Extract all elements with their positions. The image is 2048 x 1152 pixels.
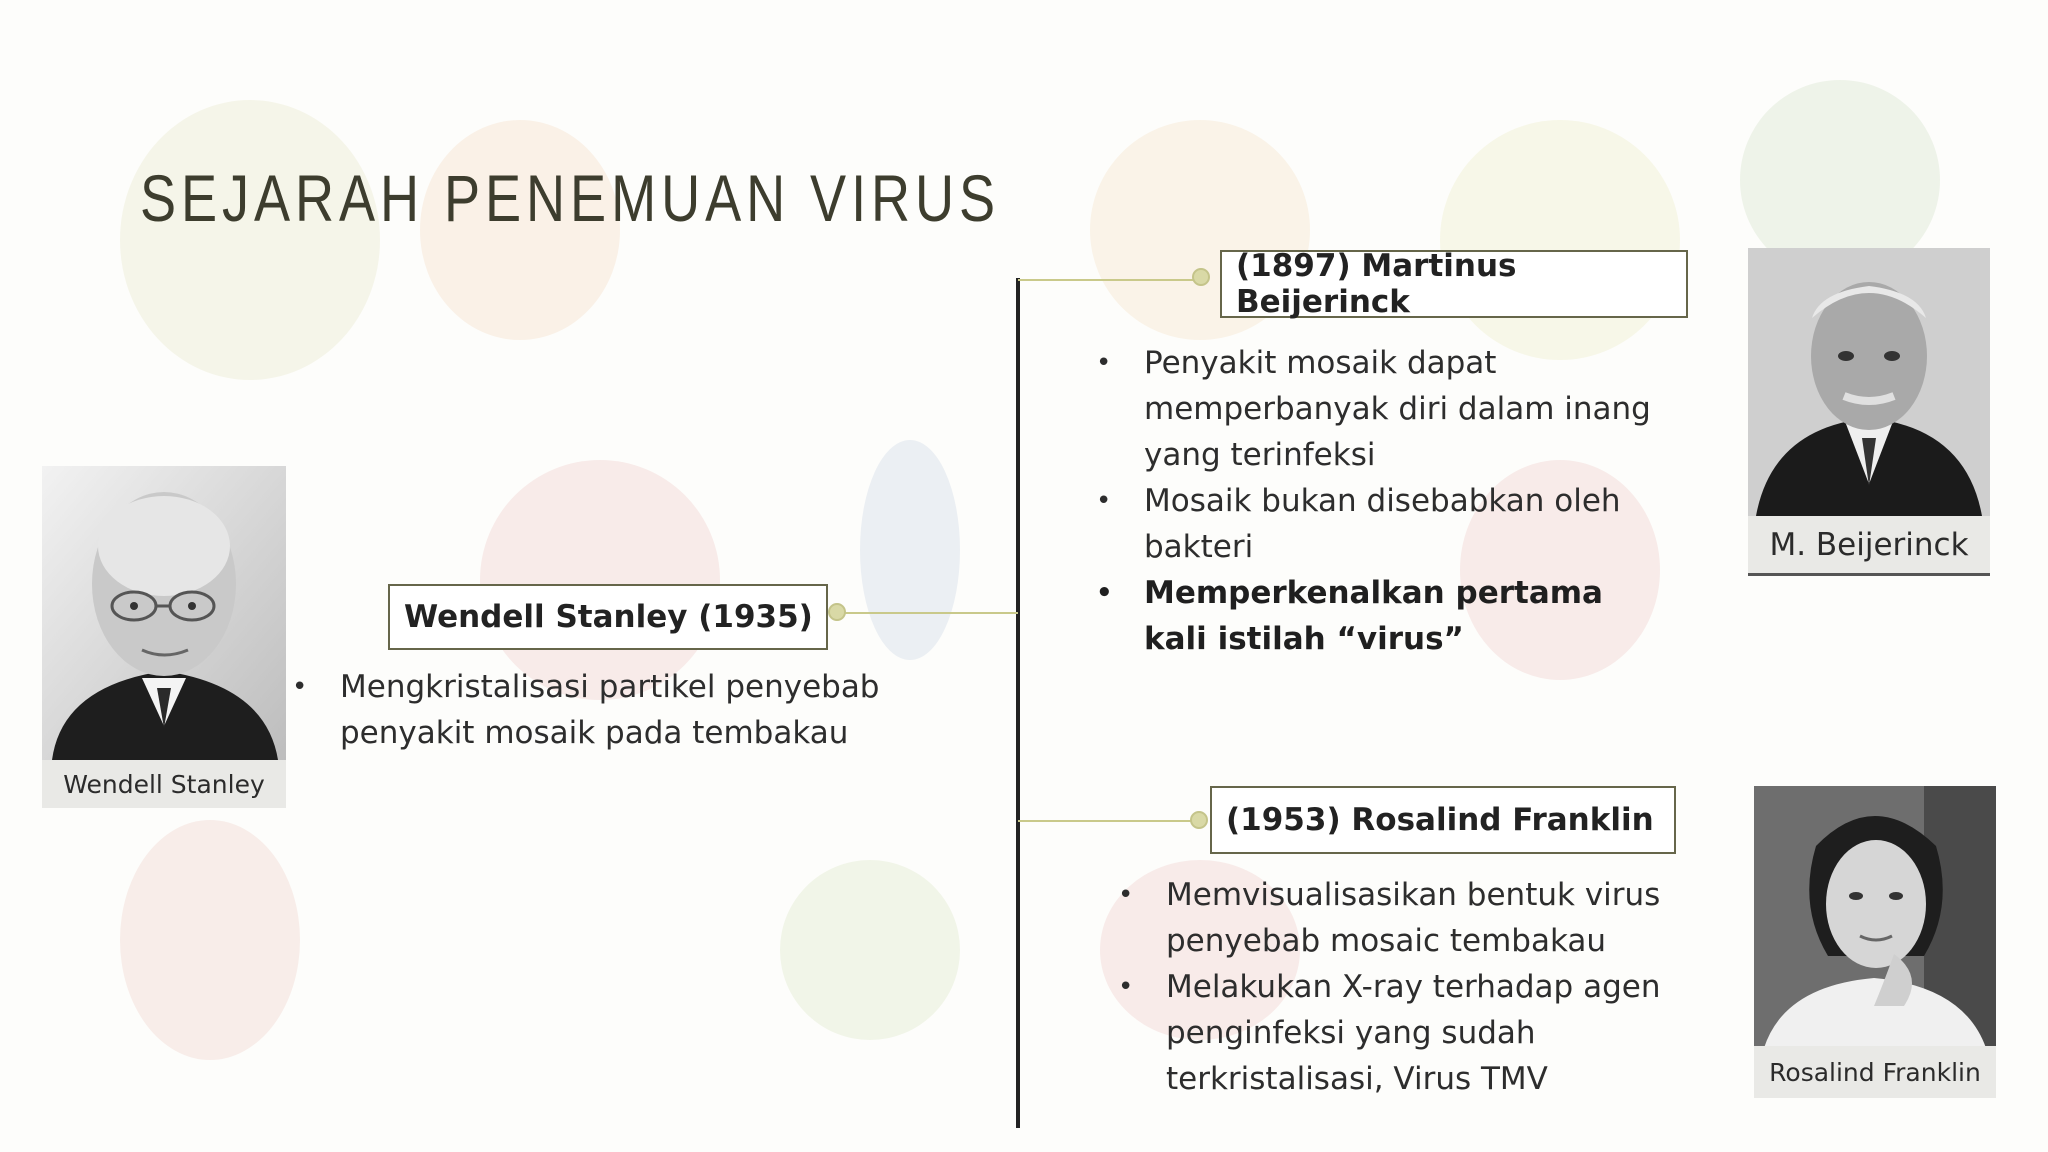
connector-dot-stanley (828, 603, 846, 621)
background-virus-illustration (860, 440, 960, 660)
connector-dot-beijerinck (1192, 268, 1210, 286)
background-virus-illustration (120, 820, 300, 1060)
stanley-label-box: Wendell Stanley (1935) (388, 584, 828, 650)
franklin-caption: Rosalind Franklin (1754, 1046, 1996, 1098)
connector-dot-franklin (1190, 811, 1208, 829)
beijerinck-photo (1748, 248, 1990, 516)
background-virus-illustration (780, 860, 960, 1040)
background-virus-illustration (1440, 120, 1680, 360)
stanley-caption: Wendell Stanley (42, 760, 286, 808)
list-item: • Mosaik bukan disebabkan oleh bakteri (1096, 478, 1656, 570)
portrait-image (1748, 248, 1990, 516)
background-virus-illustration (120, 100, 380, 380)
stanley-bullet-list (292, 664, 912, 756)
beijerinck-label-box: (1897) Martinus Beijerinck (1220, 250, 1688, 318)
franklin-photo (1754, 786, 1996, 1048)
connector-franklin (1018, 820, 1198, 822)
list-item: • Mengkristalisasi partikel penyebab penyakit mosaik pada tembakau (292, 664, 912, 756)
list-item: • Penyakit mosaik dapat memperbanyak diri dalam inang yang terinfeksi (1096, 340, 1656, 478)
page-title: SEJARAH PENEMUAN VIRUS (140, 161, 1001, 235)
list-item: • Memvisualisasikan bentuk virus penyebab mosaic tembakau (1118, 872, 1698, 964)
list-item: • Memperkenalkan pertama kali istilah “virus” (1096, 570, 1656, 662)
portrait-image (42, 466, 286, 760)
stanley-photo (42, 466, 286, 760)
list-item: • Melakukan X-ray terhadap agen penginfeksi yang sudah terkristalisasi, Virus TMV (1118, 964, 1698, 1102)
franklin-bullet-list (1118, 872, 1698, 1102)
beijerinck-caption: M. Beijerinck (1748, 516, 1990, 576)
beijerinck-bullet-list (1096, 340, 1656, 662)
franklin-label-box: (1953) Rosalind Franklin (1210, 786, 1676, 854)
connector-stanley (840, 612, 1018, 614)
connector-beijerinck (1018, 279, 1200, 281)
timeline-line (1016, 278, 1020, 1128)
portrait-image (1754, 786, 1996, 1048)
